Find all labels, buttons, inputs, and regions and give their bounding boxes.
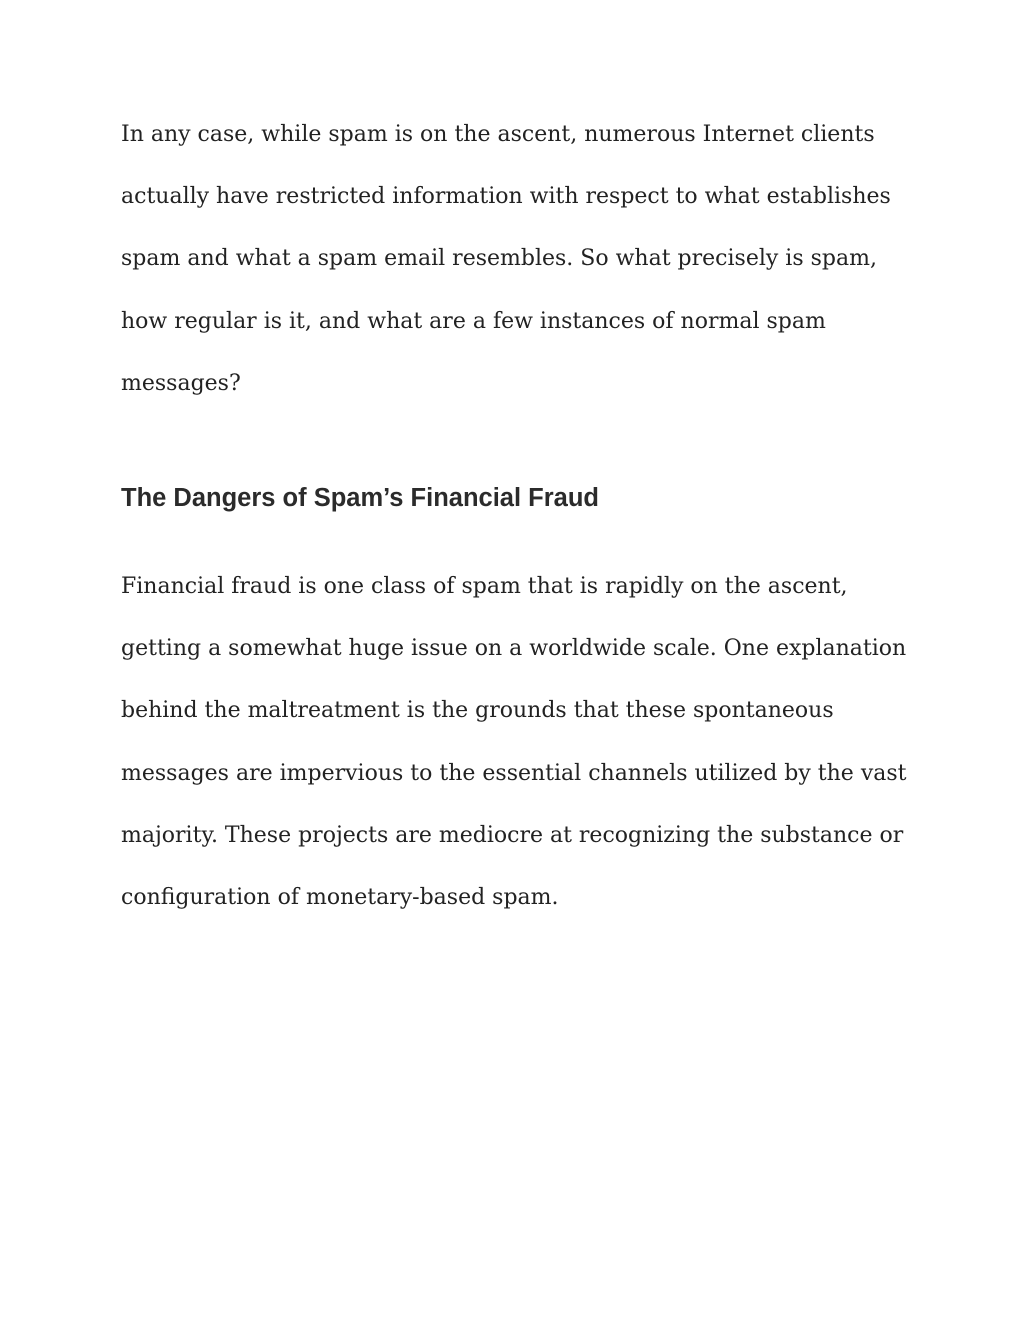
paragraph-line: actually have restricted information with respect to what establishes [121,184,891,209]
paragraph-line: how regular is it, and what are a few instances of normal spam [121,309,826,334]
paragraph-line: Financial fraud is one class of spam that is rapidly on the ascent, [121,574,848,599]
paragraph-line: messages? [121,371,241,396]
paragraph-line: spam and what a spam email resembles. So what precisely is spam, [121,246,877,271]
paragraph-line: configuration of monetary-based spam. [121,885,559,910]
section-heading: The Dangers of Spam’s Financial Fraud [121,484,599,512]
paragraph-line: messages are impervious to the essential channels utilized by the vast [121,761,907,786]
paragraph-line: getting a somewhat huge issue on a worldwide scale. One explanation [121,636,907,661]
paragraph-line: In any case, while spam is on the ascent, numerous Internet clients [121,122,875,147]
paragraph-line: behind the maltreatment is the grounds that these spontaneous [121,698,834,723]
paragraph-line: majority. These projects are mediocre at recognizing the substance or [121,823,904,848]
